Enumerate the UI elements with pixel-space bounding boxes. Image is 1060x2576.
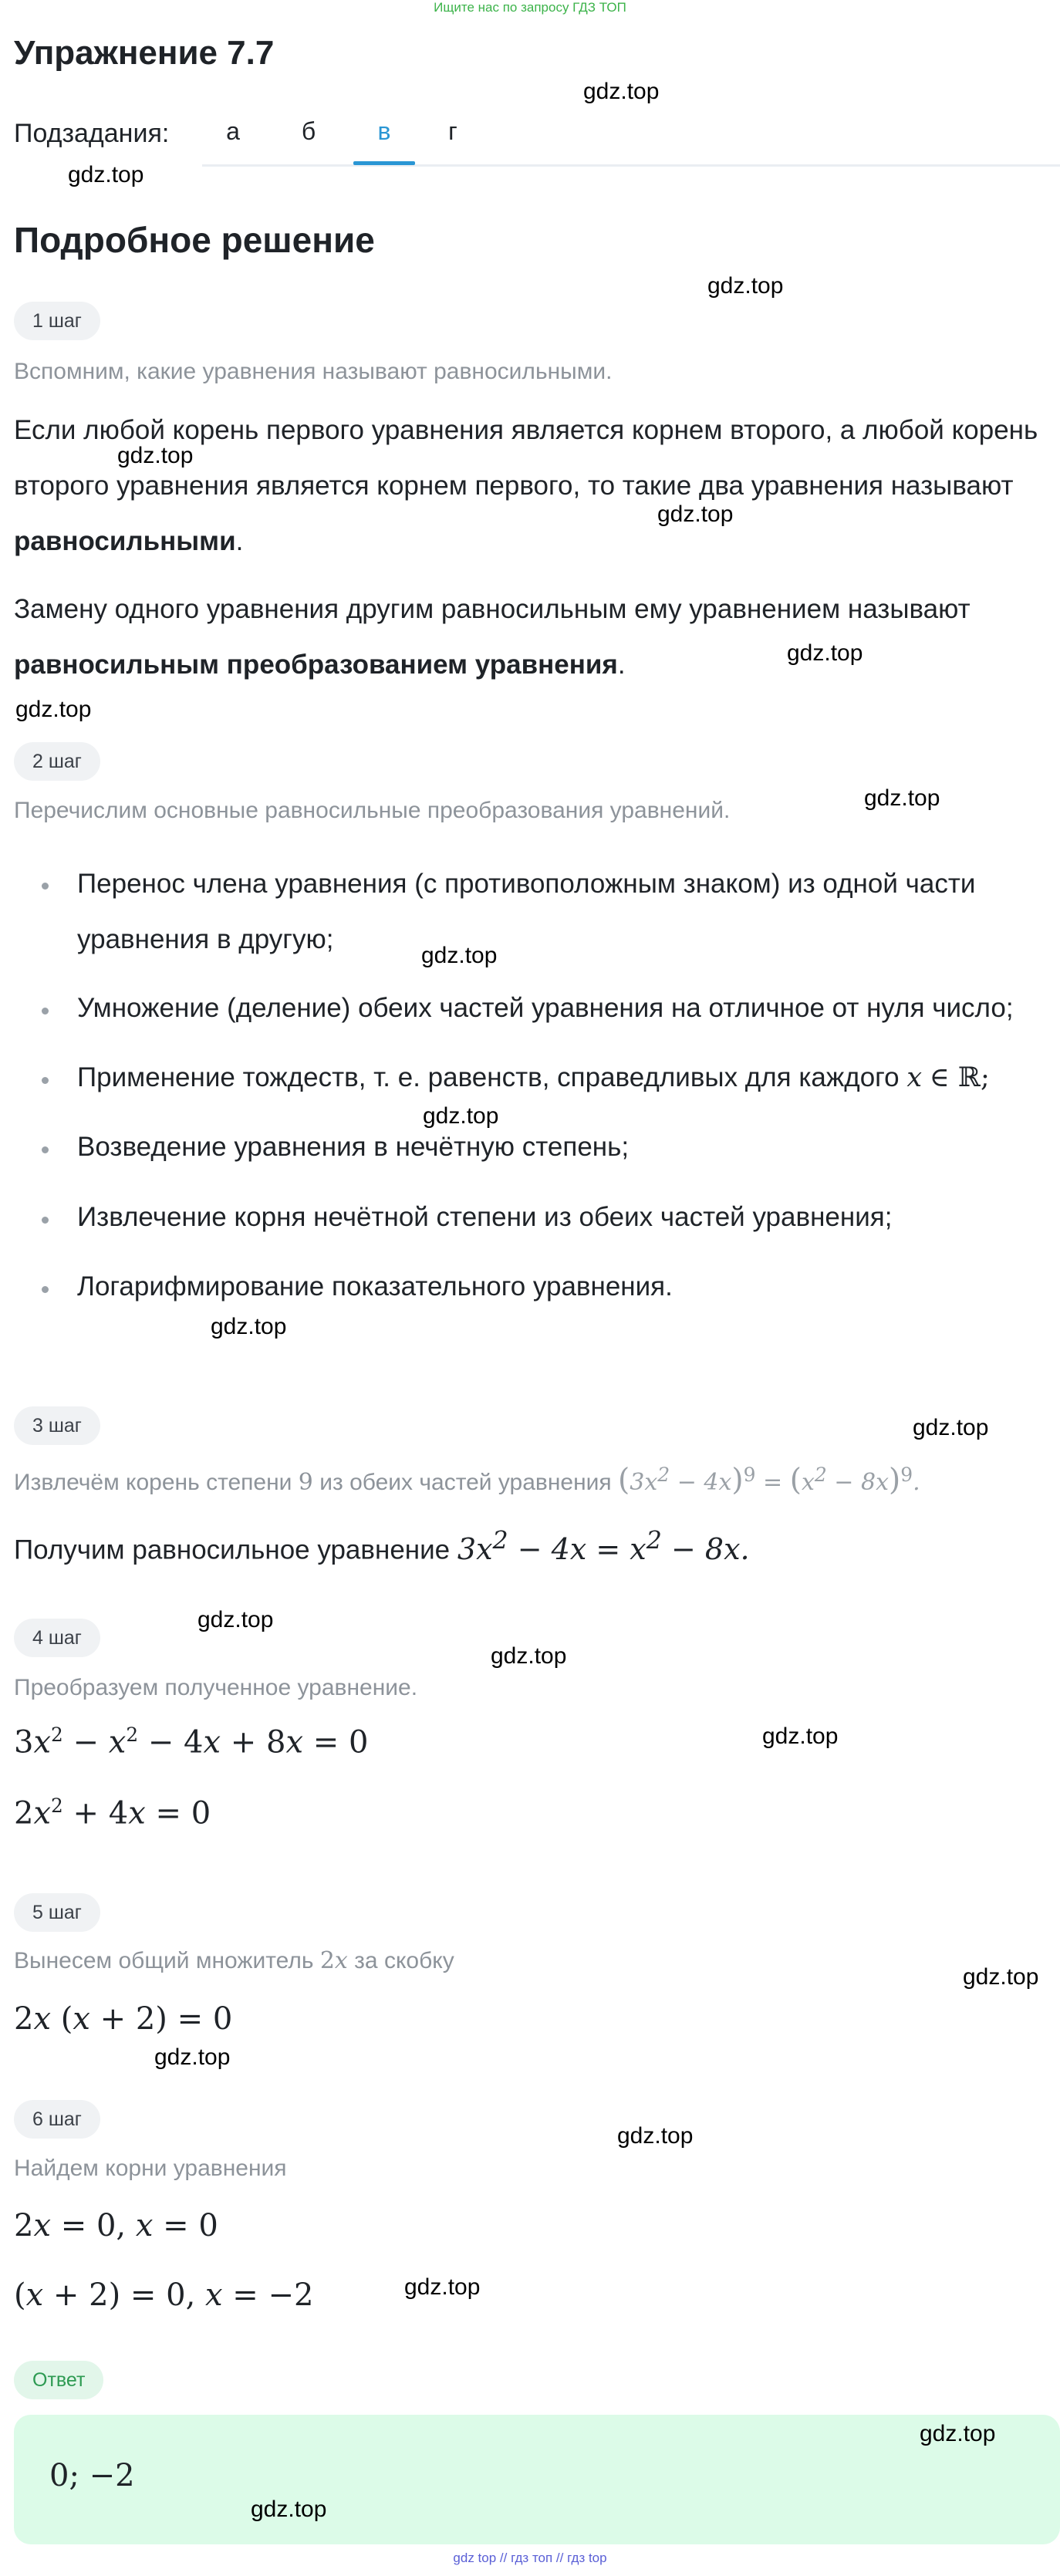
watermark: gdz.top: [197, 1607, 274, 1632]
page-title: Упражнение 7.7: [14, 34, 275, 72]
subtasks-label: Подзадания:: [14, 119, 170, 148]
step-1-paragraph-2: Замену одного уравнения другим равносильным ему уравнением называют равносильным преобразованием уравнения.: [14, 594, 971, 680]
tab-g[interactable]: г: [448, 117, 457, 145]
watermark: gdz.top: [423, 1103, 499, 1129]
answer-badge: Ответ: [14, 2361, 103, 2399]
bullet-item-1: Перенос члена уравнения (с противоположным знаком) из одной части уравнения в другую;: [77, 869, 976, 954]
step-4-badge: 4 шаг: [14, 1619, 100, 1657]
tab-b[interactable]: б: [301, 117, 316, 145]
watermark: gdz.top: [920, 2421, 996, 2446]
watermark: gdz.top: [864, 785, 940, 811]
watermark: gdz.top: [421, 943, 498, 968]
step-2-hint: Перечислим основные равносильные преобразования уравнений.: [14, 798, 731, 823]
bullet-item-3: Применение тождеств, т. е. равенств, справедливых для каждого x ∈ ℝ;: [77, 1062, 990, 1093]
watermark: gdz.top: [583, 79, 660, 104]
watermark: gdz.top: [707, 273, 784, 299]
step-3-badge: 3 шаг: [14, 1406, 100, 1445]
watermark: gdz.top: [251, 2497, 327, 2522]
step-1-paragraph-1: Если любой корень первого уравнения является корнем второго, а любой корень второго уравнения является корнем первого, то такие два уравнения называют равносильными.: [14, 415, 1038, 556]
bullet-dot: [42, 1146, 49, 1153]
bullet-dot: [42, 1008, 49, 1015]
answer-box: [14, 2415, 1060, 2544]
answer-value: 0; −2: [49, 2458, 135, 2493]
watermark: gdz.top: [617, 2123, 694, 2149]
watermark: gdz.top: [762, 1724, 839, 1749]
bullet-item-2: Умножение (деление) обеих частей уравнения на отличное от нуля число;: [77, 993, 1014, 1023]
watermark: gdz.top: [68, 162, 144, 187]
watermark: gdz.top: [154, 2044, 231, 2070]
bullet-dot: [42, 1077, 49, 1084]
equation-1: $3x^2 - x^2 - 4x + 8x = 0$: [14, 1724, 369, 1761]
step-3-hint: Извлечём корень степени 9 из обеих частей уравнения $(3x^2 - 4x)^9 = (x^2 - 8x)^9$.: [14, 1463, 920, 1497]
watermark: gdz.top: [491, 1643, 567, 1669]
equation-4: 2x = 0, x = 0: [14, 2208, 218, 2243]
top-banner[interactable]: Ищите нас по запросу ГДЗ ТОП: [434, 0, 626, 15]
bullet-3-math-set: ∈ ℝ;: [929, 1062, 990, 1093]
step-5-badge: 5 шаг: [14, 1893, 100, 1932]
step-6-badge: 6 шаг: [14, 2100, 100, 2139]
equation-3: 2x (x + 2) = 0: [14, 2001, 233, 2037]
watermark: gdz.top: [15, 697, 92, 722]
watermark: gdz.top: [963, 1964, 1039, 1990]
active-tab-indicator: [353, 161, 415, 165]
step-3-hint-formula: $(3x^2 - 4x)^9 = (x^2 - 8x)^9$.: [618, 1463, 920, 1497]
step-3-result-formula: $3x^2 - 4x = x^2 - 8x$.: [457, 1527, 750, 1566]
bullet-item-4: Возведение уравнения в нечётную степень;: [77, 1132, 630, 1162]
bullet-item-6: Логарифмирование показательного уравнения.: [77, 1271, 673, 1302]
tabs-divider: [202, 164, 1060, 167]
watermark: gdz.top: [211, 1314, 287, 1339]
step-1-hint: Вспомним, какие уравнения называют равносильными.: [14, 359, 613, 384]
step-3-result: Получим равносильное уравнение $3x^2 - 4x = x^2 - 8x$.: [14, 1527, 750, 1566]
step-2-badge: 2 шаг: [14, 742, 100, 781]
bullet-dot: [42, 883, 49, 890]
bullet-dot: [42, 1286, 49, 1293]
tab-a[interactable]: а: [226, 117, 240, 145]
bullet-dot: [42, 1217, 49, 1224]
equation-2: $2x^2 + 4x = 0$: [14, 1794, 211, 1832]
bullet-3-math-var: x: [906, 1062, 923, 1093]
footer-links[interactable]: gdz top // гдз топ // гдз top: [453, 2551, 607, 2565]
tab-v[interactable]: в: [377, 117, 391, 145]
equation-5: (x + 2) = 0, x = −2: [14, 2277, 314, 2313]
watermark: gdz.top: [404, 2274, 481, 2300]
section-title: Подробное решение: [14, 220, 375, 260]
watermark: gdz.top: [657, 501, 734, 527]
step-6-hint: Найдем корни уравнения: [14, 2156, 287, 2181]
watermark: gdz.top: [913, 1415, 989, 1440]
watermark: gdz.top: [117, 443, 194, 468]
bullet-item-5: Извлечение корня нечётной степени из обеих частей уравнения;: [77, 1202, 893, 1232]
step-4-hint: Преобразуем полученное уравнение.: [14, 1675, 418, 1700]
watermark: gdz.top: [787, 640, 863, 666]
step-5-hint: Вынесем общий множитель 2x за скобку: [14, 1947, 454, 1974]
step-1-badge: 1 шаг: [14, 302, 100, 340]
